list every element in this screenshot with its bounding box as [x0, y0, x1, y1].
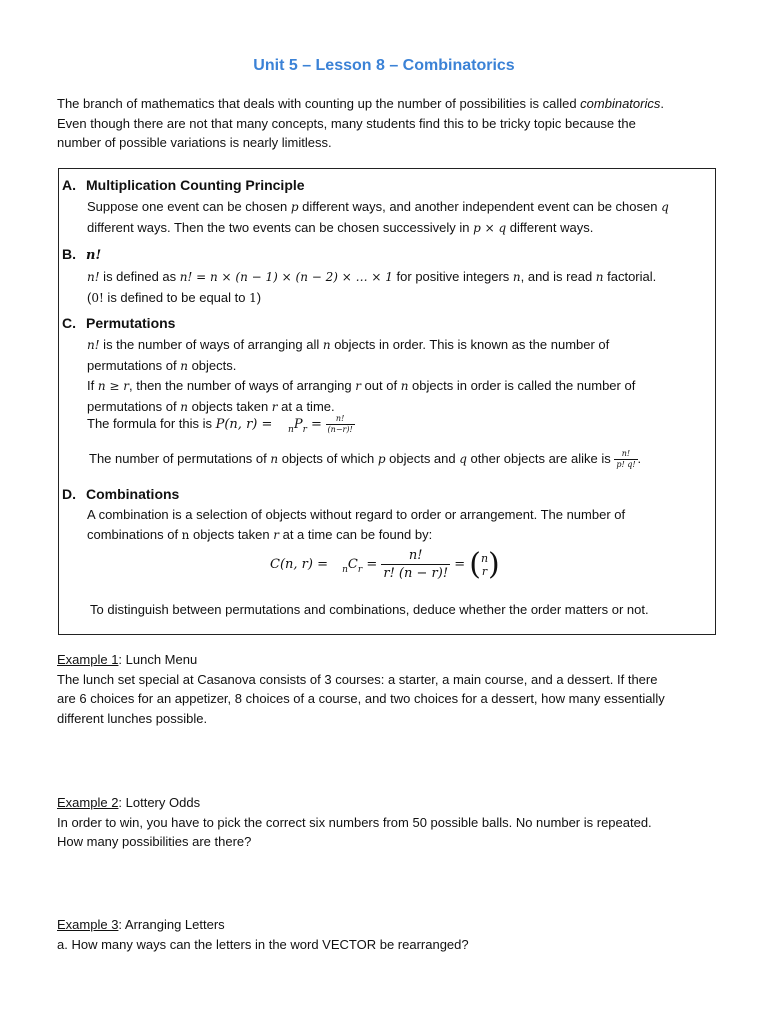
section-c-text: other objects are alike is	[466, 451, 615, 466]
equals-sign: =	[311, 417, 322, 432]
section-c-text: permutations of	[87, 357, 181, 373]
example-text: How many possibilities are there?	[57, 834, 252, 849]
section-d-text: objects taken	[189, 526, 274, 542]
section-c-text: If	[87, 378, 98, 393]
var-q: q	[661, 200, 669, 214]
section-c-text: objects taken	[187, 398, 272, 414]
example-1	[57, 650, 717, 728]
fraction-denominator: (n−r)!	[327, 425, 353, 435]
equals-sign: =	[454, 557, 466, 572]
example-text: a. How many ways can the letters in the word VECTOR be rearranged?	[57, 936, 469, 952]
section-b-text: is defined as	[99, 269, 180, 284]
formula-label: The formula for this is	[87, 416, 216, 431]
fraction-denominator: p! q!	[616, 460, 636, 470]
section-b-text: , and is read	[520, 269, 596, 284]
example-3	[57, 915, 717, 954]
section-a-body	[87, 197, 707, 238]
section-c-text: out of	[360, 378, 401, 393]
var-n: n	[180, 399, 188, 414]
section-d-note: To distinguish between permutations and combinations, deduce whether the order matters or not.	[90, 602, 649, 617]
intro-line-3: number of possible variations is nearly limitless.	[57, 135, 332, 150]
fraction-denominator: r! (n − r)!	[383, 566, 449, 581]
binomial-bottom: r	[481, 564, 488, 578]
expr-p-times-q: p × q	[473, 220, 507, 235]
section-d-heading	[62, 486, 702, 502]
section-b-text: )	[256, 289, 262, 305]
section-d-text: combinations of	[87, 526, 182, 542]
section-b-body	[87, 267, 707, 308]
example-text: In order to win, you have to pick the correct six numbers from 50 possible balls. No number is repeated.	[57, 814, 652, 830]
example-title: : Lunch Menu	[118, 652, 198, 667]
fraction-numerator: n!	[335, 414, 345, 424]
section-c-text: objects in order. This is known as the number of	[330, 337, 610, 352]
section-a-text: different ways.	[506, 219, 594, 235]
section-d-text: A combination is a selection of objects without regard to order or arrangement. The number of	[87, 507, 626, 522]
subscript-n: n	[342, 565, 348, 575]
binomial-coefficient	[469, 546, 500, 582]
section-b-text: factorial.	[603, 269, 657, 284]
fraction-numerator: n!	[408, 548, 423, 563]
var-n: n	[270, 452, 279, 466]
section-b-text: (	[87, 289, 92, 305]
fraction-numerator: n!	[621, 449, 631, 459]
section-c-text: permutations of	[87, 398, 181, 414]
var-n: n	[512, 270, 521, 284]
var-r: r	[273, 527, 279, 542]
section-c-text: The number of permutations of	[89, 451, 271, 466]
section-b-letter: B.	[62, 246, 76, 262]
symbol-p: P	[293, 417, 303, 432]
combination-formula	[270, 547, 500, 582]
var-n: n	[400, 379, 409, 393]
intro-paragraph	[57, 94, 717, 153]
section-c-text: objects in order is called the number of	[408, 378, 636, 393]
var-r: r	[355, 379, 361, 393]
section-a-title: Multiplication Counting Principle	[86, 177, 305, 193]
example-text: are 6 choices for an appetizer, 8 choices of a course, and two choices for a dessert, how many essentially	[57, 691, 665, 706]
permutation-fraction	[326, 414, 355, 435]
section-c-text: is the number of ways of arranging all	[99, 337, 323, 352]
permutation-formula	[87, 414, 707, 437]
symbol-c: C	[347, 557, 358, 572]
n-factorial: n!	[87, 270, 100, 284]
alike-objects-line	[89, 449, 709, 470]
zero-factorial: 0!	[91, 290, 104, 305]
subscript-r: r	[357, 565, 363, 575]
example-text: The lunch set special at Casanova consists of 3 courses: a starter, a main course, and a dessert. If there	[57, 671, 658, 687]
left-paren: (	[469, 546, 481, 582]
example-text: different lunches possible.	[57, 710, 208, 726]
combination-fraction	[381, 547, 450, 582]
var-p: p	[290, 200, 299, 214]
example-label: Example 1	[57, 652, 119, 667]
section-a-letter: A.	[62, 177, 76, 193]
section-d-title: Combinations	[86, 486, 180, 502]
example-2	[57, 793, 717, 852]
section-c-text: .	[637, 451, 642, 466]
example-label: Example 3	[57, 917, 119, 932]
binomial-top: n	[480, 551, 489, 565]
intro-period: .	[660, 96, 664, 111]
var-r: r	[271, 399, 278, 414]
n-factorial: n!	[87, 338, 100, 352]
section-c-body	[87, 335, 707, 417]
factorial-expression: n! = n × (n − 1) × (n − 2) × … × 1	[179, 270, 393, 284]
right-paren: )	[488, 546, 500, 582]
section-b-heading	[62, 246, 702, 263]
var-n: n	[322, 338, 331, 352]
section-a-text: different ways. Then the two events can be chosen successively in	[87, 219, 474, 235]
example-label: Example 2	[57, 795, 119, 810]
var-q: q	[459, 452, 467, 466]
section-c-title: Permutations	[86, 315, 176, 331]
section-c-text: objects and	[385, 451, 460, 466]
section-c-text: at a time.	[277, 398, 335, 414]
example-title: : Lottery Odds	[118, 795, 201, 810]
intro-term: combinatorics	[580, 96, 661, 111]
subscript-n: n	[288, 425, 294, 435]
var-n: n	[180, 358, 188, 373]
p-of-n-r: P(n, r) =	[215, 417, 273, 432]
section-c-heading	[62, 315, 702, 331]
section-a-text: Suppose one event can be chosen	[87, 199, 291, 214]
page-title: Unit 5 – Lesson 8 – Combinatorics	[253, 57, 515, 74]
var-p: p	[377, 452, 386, 466]
section-c-text: objects of which	[278, 451, 378, 466]
section-d-letter: D.	[62, 486, 76, 502]
section-c-letter: C.	[62, 315, 76, 331]
c-of-n-r: C(n, r) =	[270, 557, 328, 572]
condition-n-ge-r: n ≥ r	[97, 379, 129, 393]
section-b-text: for positive integers	[392, 269, 513, 284]
alike-fraction	[614, 449, 637, 470]
var-n: n	[595, 270, 604, 284]
subscript-r: r	[302, 425, 307, 435]
intro-text: The branch of mathematics that deals with counting up the number of possibilities is called	[57, 96, 581, 111]
section-b-title: n!	[86, 248, 102, 263]
section-a-text: different ways, and another independent event can be chosen	[298, 199, 662, 214]
section-b-text: is defined to be equal to	[103, 289, 250, 305]
section-a-heading	[62, 177, 702, 193]
var-n-upright: n	[181, 527, 190, 542]
section-d-body	[87, 505, 707, 545]
intro-line-2: Even though there are not that many concepts, many students find this to be tricky topic because the	[57, 115, 636, 131]
equals-sign: =	[366, 557, 378, 572]
section-d-text: at a time can be found by:	[278, 526, 433, 542]
value-one: 1	[249, 290, 257, 305]
section-c-text: objects.	[187, 357, 237, 373]
section-c-text: , then the number of ways of arranging	[129, 378, 356, 393]
example-title: : Arranging Letters	[118, 917, 225, 932]
